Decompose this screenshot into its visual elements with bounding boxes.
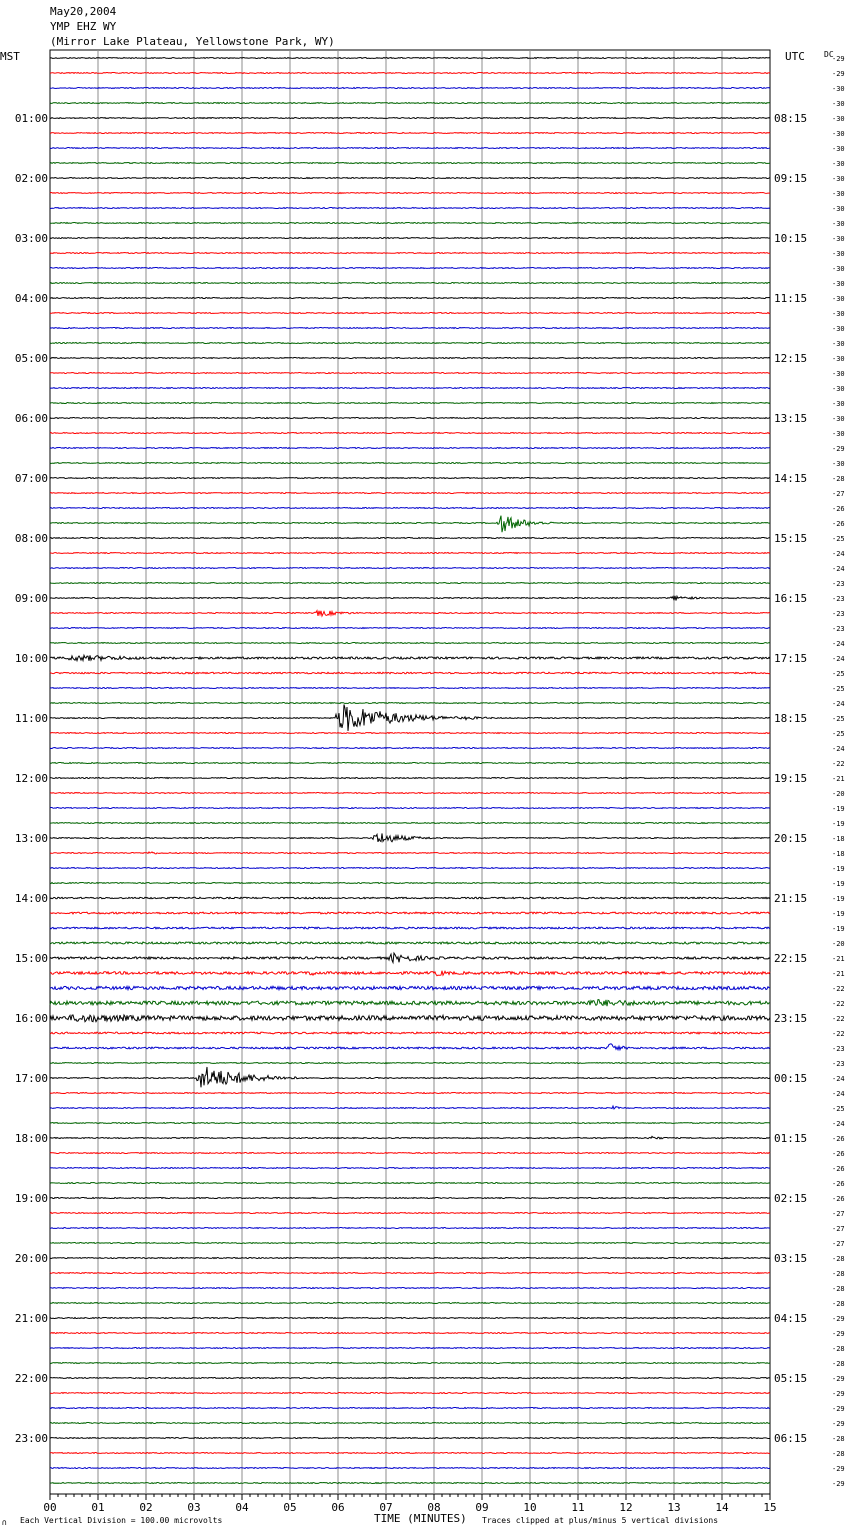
seismic-trace bbox=[50, 1438, 770, 1439]
dc-offset-label: -22 bbox=[832, 985, 845, 993]
seismic-trace bbox=[50, 448, 770, 449]
utc-hour-label: 02:15 bbox=[774, 1192, 808, 1205]
seismic-trace bbox=[50, 823, 770, 824]
mst-hour-label: 13:00 bbox=[14, 832, 48, 845]
dc-offset-label: -30 bbox=[832, 235, 845, 243]
seismic-trace bbox=[50, 508, 770, 509]
dc-offset-label: -19 bbox=[832, 925, 845, 933]
dc-offset-label: -30 bbox=[832, 220, 845, 228]
seismic-trace bbox=[50, 283, 770, 284]
dc-offset-label: -25 bbox=[832, 535, 845, 543]
seismic-trace bbox=[50, 238, 770, 239]
seismic-trace bbox=[50, 178, 770, 179]
seismic-trace bbox=[50, 927, 770, 929]
seismic-trace bbox=[50, 1153, 770, 1154]
mst-hour-label: 21:00 bbox=[14, 1312, 48, 1325]
x-tick-label: 08 bbox=[427, 1501, 441, 1514]
dc-offset-label: -30 bbox=[832, 265, 845, 273]
dc-offset-label: -19 bbox=[832, 910, 845, 918]
dc-offset-label: -23 bbox=[832, 1045, 845, 1053]
utc-hour-label: 09:15 bbox=[774, 172, 808, 185]
dc-offset-label: -30 bbox=[832, 175, 845, 183]
seismic-trace bbox=[50, 1243, 770, 1244]
dc-offset-label: -24 bbox=[832, 700, 845, 708]
seismic-trace bbox=[50, 103, 770, 104]
dc-offset-label: -30 bbox=[832, 415, 845, 423]
mst-hour-label: 22:00 bbox=[14, 1372, 48, 1385]
seismic-trace bbox=[50, 1136, 770, 1139]
seismic-trace bbox=[50, 478, 770, 479]
utc-hour-label: 11:15 bbox=[774, 292, 808, 305]
dc-offset-label: -30 bbox=[832, 160, 845, 168]
mst-hour-label: 01:00 bbox=[14, 112, 48, 125]
x-tick-label: 09 bbox=[475, 1501, 489, 1514]
dc-offset-label: -24 bbox=[832, 550, 845, 558]
utc-hour-label: 05:15 bbox=[774, 1372, 808, 1385]
dc-offset-label: -29 bbox=[832, 445, 845, 453]
seismic-trace bbox=[50, 1378, 770, 1379]
dc-header-label: DC bbox=[824, 50, 834, 59]
utc-hour-label: 03:15 bbox=[774, 1252, 808, 1265]
dc-offset-label: -23 bbox=[832, 595, 845, 603]
seismic-trace bbox=[50, 1015, 770, 1022]
seismic-trace bbox=[50, 58, 770, 59]
dc-offset-label: -22 bbox=[832, 1015, 845, 1023]
dc-offset-label: -30 bbox=[832, 400, 845, 408]
x-tick-label: 15 bbox=[763, 1501, 777, 1514]
mst-hour-label: 15:00 bbox=[14, 952, 48, 965]
x-tick-label: 06 bbox=[331, 1501, 345, 1514]
seismic-trace bbox=[50, 1348, 770, 1349]
dc-offset-label: -27 bbox=[832, 490, 845, 498]
dc-offset-label: -29 bbox=[832, 1330, 845, 1338]
dc-offset-label: -30 bbox=[832, 295, 845, 303]
utc-label: UTC bbox=[785, 50, 805, 63]
dc-offset-label: -28 bbox=[832, 1300, 845, 1308]
seismic-trace bbox=[50, 852, 770, 854]
seismic-trace bbox=[50, 568, 770, 569]
dc-offset-label: -27 bbox=[832, 1210, 845, 1218]
mst-hour-label: 08:00 bbox=[14, 532, 48, 545]
mst-hour-label: 20:00 bbox=[14, 1252, 48, 1265]
x-tick-label: 04 bbox=[235, 1501, 249, 1514]
x-tick-label: 02 bbox=[139, 1501, 153, 1514]
seismic-trace bbox=[50, 748, 770, 749]
seismic-trace bbox=[50, 343, 770, 344]
header-station: YMP EHZ WY bbox=[50, 20, 117, 33]
dc-offset-label: -24 bbox=[832, 640, 845, 648]
seismic-trace bbox=[50, 516, 770, 533]
seismic-trace bbox=[50, 1423, 770, 1424]
mst-hour-label: 11:00 bbox=[14, 712, 48, 725]
seismic-trace bbox=[50, 268, 770, 269]
dc-offset-label: -25 bbox=[832, 670, 845, 678]
utc-hour-label: 00:15 bbox=[774, 1072, 808, 1085]
seismic-trace bbox=[50, 1273, 770, 1274]
seismic-trace bbox=[50, 538, 770, 539]
x-tick-label: 07 bbox=[379, 1501, 393, 1514]
x-tick-label: 12 bbox=[619, 1501, 633, 1514]
dc-offset-label: -28 bbox=[832, 475, 845, 483]
header-date: May20,2004 bbox=[50, 5, 117, 18]
dc-offset-label: -21 bbox=[832, 955, 845, 963]
seismic-trace bbox=[50, 596, 770, 601]
mst-hour-label: 02:00 bbox=[14, 172, 48, 185]
dc-offset-label: -27 bbox=[832, 1240, 845, 1248]
dc-offset-label: -18 bbox=[832, 835, 845, 843]
dc-offset-label: -26 bbox=[832, 1165, 845, 1173]
seismic-trace bbox=[50, 328, 770, 329]
utc-hour-label: 12:15 bbox=[774, 352, 808, 365]
x-tick-label: 00 bbox=[43, 1501, 57, 1514]
utc-hour-label: 23:15 bbox=[774, 1012, 808, 1025]
dc-offset-label: -19 bbox=[832, 805, 845, 813]
seismic-trace bbox=[50, 1288, 770, 1289]
seismic-trace bbox=[50, 611, 770, 616]
dc-offset-label: -30 bbox=[832, 310, 845, 318]
dc-offset-label: -24 bbox=[832, 745, 845, 753]
seismic-trace bbox=[50, 1318, 770, 1319]
seismic-trace bbox=[50, 1453, 770, 1454]
dc-offset-label: -28 bbox=[832, 1360, 845, 1368]
mst-hour-label: 04:00 bbox=[14, 292, 48, 305]
utc-hour-label: 13:15 bbox=[774, 412, 808, 425]
seismic-trace bbox=[50, 883, 770, 884]
dc-offset-label: -26 bbox=[832, 1135, 845, 1143]
dc-offset-label: -19 bbox=[832, 895, 845, 903]
utc-hour-label: 01:15 bbox=[774, 1132, 808, 1145]
dc-offset-label: -22 bbox=[832, 1000, 845, 1008]
seismic-trace bbox=[50, 163, 770, 164]
utc-hour-label: 19:15 bbox=[774, 772, 808, 785]
utc-hour-label: 04:15 bbox=[774, 1312, 808, 1325]
seismic-trace bbox=[50, 688, 770, 689]
x-tick-label: 05 bbox=[283, 1501, 297, 1514]
seismic-trace bbox=[50, 1000, 770, 1007]
utc-hour-label: 22:15 bbox=[774, 952, 808, 965]
seismic-trace bbox=[50, 808, 770, 809]
seismic-trace bbox=[50, 1303, 770, 1304]
seismic-trace bbox=[50, 1067, 770, 1087]
seismic-trace bbox=[50, 313, 770, 314]
dc-offset-label: -24 bbox=[832, 1090, 845, 1098]
dc-offset-label: -21 bbox=[832, 775, 845, 783]
seismic-trace bbox=[50, 643, 770, 644]
dc-offset-label: -26 bbox=[832, 520, 845, 528]
dc-offset-label: -23 bbox=[832, 1060, 845, 1068]
seismic-trace bbox=[50, 1363, 770, 1364]
seismic-trace bbox=[50, 1228, 770, 1229]
seismic-trace bbox=[50, 373, 770, 374]
mst-hour-label: 10:00 bbox=[14, 652, 48, 665]
dc-offset-label: -23 bbox=[832, 625, 845, 633]
seismic-trace bbox=[50, 868, 770, 869]
mst-hour-label: 07:00 bbox=[14, 472, 48, 485]
dc-offset-label: -22 bbox=[832, 1030, 845, 1038]
dc-offset-label: -30 bbox=[832, 460, 845, 468]
dc-offset-label: -27 bbox=[832, 1225, 845, 1233]
dc-offset-label: -19 bbox=[832, 820, 845, 828]
seismic-trace bbox=[50, 953, 770, 962]
seismic-trace bbox=[50, 1258, 770, 1259]
dc-offset-label: -26 bbox=[832, 1150, 845, 1158]
seismic-trace bbox=[50, 118, 770, 119]
clip-note: Traces clipped at plus/minus 5 vertical divisions bbox=[482, 1516, 719, 1525]
seismic-trace bbox=[50, 912, 770, 914]
seismic-trace bbox=[50, 672, 770, 673]
dc-offset-label: -18 bbox=[832, 850, 845, 858]
x-tick-label: 14 bbox=[715, 1501, 729, 1514]
dc-offset-label: -30 bbox=[832, 130, 845, 138]
seismic-trace bbox=[50, 793, 770, 794]
utc-hour-label: 14:15 bbox=[774, 472, 808, 485]
seismic-trace bbox=[50, 833, 770, 842]
utc-hour-label: 16:15 bbox=[774, 592, 808, 605]
seismic-trace bbox=[50, 1183, 770, 1184]
scale-note: Each Vertical Division = 100.00 microvolts bbox=[20, 1516, 223, 1525]
dc-offset-label: -24 bbox=[832, 1120, 845, 1128]
seismic-trace bbox=[50, 418, 770, 419]
seismic-trace bbox=[50, 388, 770, 389]
x-tick-label: 10 bbox=[523, 1501, 537, 1514]
seismic-trace bbox=[50, 1093, 770, 1094]
dc-offset-label: -28 bbox=[832, 1255, 845, 1263]
dc-offset-label: -20 bbox=[832, 940, 845, 948]
dc-offset-label: -29 bbox=[832, 1315, 845, 1323]
dc-offset-label: -28 bbox=[832, 1345, 845, 1353]
utc-hour-label: 21:15 bbox=[774, 892, 808, 905]
dc-offset-label: -30 bbox=[832, 145, 845, 153]
dc-offset-label: -19 bbox=[832, 880, 845, 888]
dc-offset-label: -30 bbox=[832, 85, 845, 93]
x-tick-label: 11 bbox=[571, 1501, 585, 1514]
dc-offset-label: -29 bbox=[832, 1420, 845, 1428]
dc-offset-label: -29 bbox=[832, 1465, 845, 1473]
seismic-trace bbox=[50, 433, 770, 434]
dc-offset-label: -30 bbox=[832, 355, 845, 363]
utc-hour-label: 06:15 bbox=[774, 1432, 808, 1445]
dc-offset-label: -29 bbox=[832, 1375, 845, 1383]
utc-hour-label: 17:15 bbox=[774, 652, 808, 665]
seismic-trace bbox=[50, 628, 770, 629]
utc-hour-label: 18:15 bbox=[774, 712, 808, 725]
dc-offset-label: -30 bbox=[832, 370, 845, 378]
mst-hour-label: 16:00 bbox=[14, 1012, 48, 1025]
seismic-trace bbox=[50, 1393, 770, 1394]
seismic-trace bbox=[50, 148, 770, 149]
plot-frame bbox=[50, 50, 770, 1494]
mst-hour-label: 05:00 bbox=[14, 352, 48, 365]
seismic-trace bbox=[50, 403, 770, 404]
dc-offset-label: -28 bbox=[832, 1435, 845, 1443]
dc-offset-label: -25 bbox=[832, 685, 845, 693]
seismic-trace bbox=[50, 733, 770, 734]
mst-label: MST bbox=[0, 50, 20, 63]
seismic-trace bbox=[50, 493, 770, 494]
seismic-trace bbox=[50, 1483, 770, 1484]
dc-offset-label: -28 bbox=[832, 1285, 845, 1293]
seismic-trace bbox=[50, 463, 770, 464]
seismic-trace bbox=[50, 897, 770, 898]
dc-offset-label: -30 bbox=[832, 325, 845, 333]
seismic-trace bbox=[50, 1063, 770, 1064]
utc-hour-label: 20:15 bbox=[774, 832, 808, 845]
seismic-trace bbox=[50, 763, 770, 764]
dc-offset-label: -29 bbox=[832, 70, 845, 78]
dc-offset-label: -28 bbox=[832, 1270, 845, 1278]
seismic-trace bbox=[50, 1213, 770, 1214]
dc-offset-label: -22 bbox=[832, 760, 845, 768]
dc-offset-label: -25 bbox=[832, 1105, 845, 1113]
utc-hour-label: 15:15 bbox=[774, 532, 808, 545]
dc-offset-label: -29 bbox=[832, 1405, 845, 1413]
dc-offset-label: -23 bbox=[832, 580, 845, 588]
dc-offset-label: -21 bbox=[832, 970, 845, 978]
dc-offset-label: -26 bbox=[832, 1195, 845, 1203]
dc-offset-label: -24 bbox=[832, 565, 845, 573]
seismic-trace bbox=[50, 73, 770, 74]
corner-mark: ∩ bbox=[2, 1518, 7, 1527]
dc-offset-label: -30 bbox=[832, 430, 845, 438]
seismic-trace bbox=[50, 208, 770, 209]
dc-offset-label: -23 bbox=[832, 610, 845, 618]
seismic-trace bbox=[50, 1044, 770, 1050]
mst-hour-label: 17:00 bbox=[14, 1072, 48, 1085]
seismic-trace bbox=[50, 1333, 770, 1334]
dc-offset-label: -29 bbox=[832, 1390, 845, 1398]
seismic-trace bbox=[50, 133, 770, 134]
seismic-trace bbox=[50, 1468, 770, 1469]
mst-hour-label: 09:00 bbox=[14, 592, 48, 605]
dc-offset-label: -29 bbox=[832, 55, 845, 63]
dc-offset-label: -29 bbox=[832, 1480, 845, 1488]
seismic-trace bbox=[50, 1032, 770, 1034]
seismic-trace bbox=[50, 88, 770, 89]
dc-offset-label: -30 bbox=[832, 385, 845, 393]
x-tick-label: 13 bbox=[667, 1501, 681, 1514]
seismic-trace bbox=[50, 298, 770, 299]
seismic-trace bbox=[50, 1408, 770, 1409]
dc-offset-label: -30 bbox=[832, 250, 845, 258]
mst-hour-label: 19:00 bbox=[14, 1192, 48, 1205]
utc-hour-label: 10:15 bbox=[774, 232, 808, 245]
seismic-trace bbox=[50, 193, 770, 194]
dc-offset-label: -30 bbox=[832, 190, 845, 198]
seismic-trace bbox=[50, 253, 770, 254]
seismic-trace bbox=[50, 971, 770, 976]
seismic-trace bbox=[50, 942, 770, 944]
seismic-trace bbox=[50, 705, 770, 731]
dc-offset-label: -20 bbox=[832, 790, 845, 798]
utc-hour-label: 08:15 bbox=[774, 112, 808, 125]
seismic-trace bbox=[50, 358, 770, 359]
dc-offset-label: -26 bbox=[832, 1180, 845, 1188]
seismic-trace bbox=[50, 1123, 770, 1124]
dc-offset-label: -25 bbox=[832, 730, 845, 738]
dc-offset-label: -25 bbox=[832, 715, 845, 723]
mst-hour-label: 14:00 bbox=[14, 892, 48, 905]
seismic-trace bbox=[50, 553, 770, 554]
seismic-trace bbox=[50, 703, 770, 704]
seismic-trace bbox=[50, 1168, 770, 1169]
x-axis-title: TIME (MINUTES) bbox=[374, 1512, 467, 1525]
mst-hour-label: 03:00 bbox=[14, 232, 48, 245]
mst-hour-label: 12:00 bbox=[14, 772, 48, 785]
dc-offset-label: -30 bbox=[832, 100, 845, 108]
dc-offset-label: -30 bbox=[832, 280, 845, 288]
mst-hour-label: 23:00 bbox=[14, 1432, 48, 1445]
x-tick-label: 03 bbox=[187, 1501, 201, 1514]
seismic-trace bbox=[50, 655, 770, 661]
dc-offset-label: -28 bbox=[832, 1450, 845, 1458]
seismic-trace bbox=[50, 778, 770, 779]
dc-offset-label: -30 bbox=[832, 205, 845, 213]
seismic-trace bbox=[50, 223, 770, 224]
dc-offset-label: -19 bbox=[832, 865, 845, 873]
seismic-trace bbox=[50, 583, 770, 584]
mst-hour-label: 06:00 bbox=[14, 412, 48, 425]
header-location: (Mirror Lake Plateau, Yellowstone Park, WY) bbox=[50, 35, 335, 48]
mst-hour-label: 18:00 bbox=[14, 1132, 48, 1145]
dc-offset-label: -24 bbox=[832, 1075, 845, 1083]
seismic-trace bbox=[50, 986, 770, 989]
dc-offset-label: -24 bbox=[832, 655, 845, 663]
x-tick-label: 01 bbox=[91, 1501, 105, 1514]
dc-offset-label: -26 bbox=[832, 505, 845, 513]
seismic-trace bbox=[50, 1198, 770, 1199]
dc-offset-label: -30 bbox=[832, 115, 845, 123]
seismic-trace bbox=[50, 1106, 770, 1109]
dc-offset-label: -30 bbox=[832, 340, 845, 348]
